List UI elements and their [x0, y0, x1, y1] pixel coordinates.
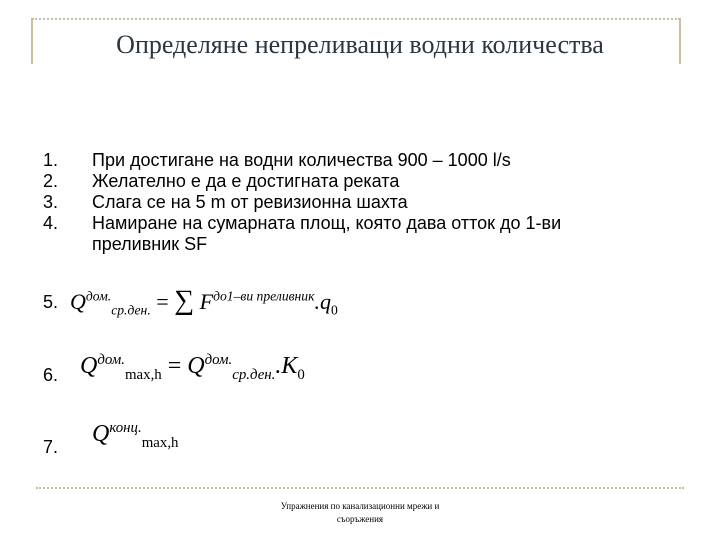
eq7-lhs: $Q^{конц.}_{max,h}$: [92, 420, 179, 451]
eq6-equals: =: [167, 353, 188, 379]
eq7-lhs-sup: конц.: [109, 420, 142, 436]
equation-5: [70, 285, 338, 318]
list-item: [43, 192, 652, 213]
eq6-K-sub: 0: [297, 366, 305, 383]
equation-6: [80, 352, 305, 384]
eq5-F: $F^{до1-ви преливник}$: [199, 288, 315, 314]
equation-7-number: 7.: [43, 437, 59, 457]
eq6-lhs-sup: дом.: [97, 352, 125, 368]
slide-footer: [240, 500, 480, 526]
list-item-text: Слага се на 5 m от ревизионна шахта: [92, 192, 408, 212]
eq5-dot: .: [314, 289, 320, 314]
list-item: [43, 171, 652, 192]
equation-5-number: 5.: [43, 292, 59, 312]
eq6-rhs-sub: ср.ден.: [232, 366, 276, 383]
list-item-number: 2.: [43, 171, 59, 191]
list-item-number: 1.: [43, 150, 59, 170]
list-item-number: 3.: [43, 192, 59, 212]
eq6-K: .K: [275, 353, 298, 379]
eq5-lhs-sub: ср.ден.: [111, 302, 151, 318]
list-item: [43, 213, 652, 255]
eq5-q: q: [320, 289, 331, 314]
list-item-text: Желателно е да е достигната реката: [92, 171, 400, 191]
eq7-lhs-sub: max,h: [141, 434, 179, 451]
eq5-lhs: $Q^{дом.}_{ср.ден.}$: [70, 288, 151, 318]
list-item-text: При достигане на водни количества 900 – 1000 l/s: [92, 150, 511, 170]
list-item: [43, 150, 652, 171]
footer-divider: [36, 487, 684, 489]
eq6-lhs-sub: max,h: [124, 366, 162, 383]
eq6-rhs-sup: дом.: [204, 352, 233, 368]
eq5-lhs-sup: дом.: [85, 288, 112, 304]
eq6-rhs: $Q^{дом.}_{ср.ден.}$: [187, 352, 276, 383]
footer-line-1: Упражнения по канализационни мрежи и: [280, 501, 440, 511]
eq5-q-sub: 0: [331, 302, 338, 318]
footer-line-2: съоръжения: [336, 514, 384, 524]
eq5-sum: ∑: [174, 285, 195, 316]
title-frame-top: [32, 18, 680, 20]
eq5-equals: =: [156, 289, 175, 314]
equation-7: [92, 420, 179, 452]
equation-6-number: 6.: [43, 365, 59, 385]
slide-title: Определяне непреливащи водни количества: [116, 30, 604, 59]
numbered-list: [43, 150, 652, 255]
eq6-lhs: $Q^{дом.}_{max,h}$: [80, 352, 162, 383]
eq5-rhs-sup: до1–ви преливник: [213, 288, 315, 304]
list-item-number: 4.: [43, 213, 59, 233]
list-item-text: Намиране на сумарната площ, която дава отток до 1-ви преливник SF: [92, 213, 562, 254]
